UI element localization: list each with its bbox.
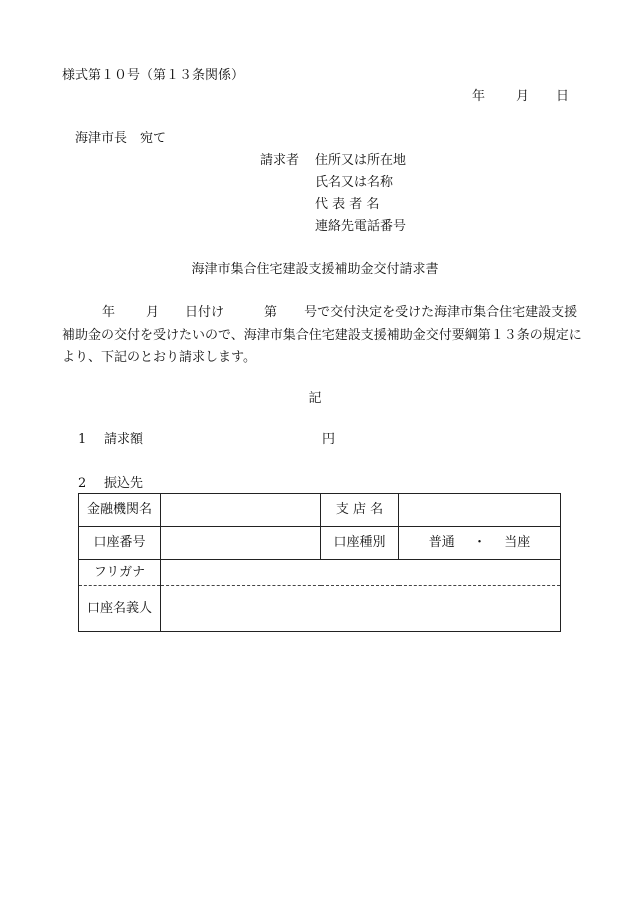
account-type-ordinary[interactable]: 普通 [428, 535, 455, 550]
form-number: 様式第１０号（第１３条関係） [62, 68, 245, 83]
branch-value[interactable] [399, 494, 561, 527]
account-type-current[interactable]: 当座 [504, 535, 531, 550]
body-dated: 日付け [185, 305, 225, 320]
account-type-label: 口座種別 [321, 527, 399, 560]
bank-row-furigana [79, 560, 561, 586]
date-year: 年 [472, 89, 486, 104]
account-holder-value[interactable] [161, 586, 561, 632]
branch-label: 支 店 名 [321, 494, 399, 527]
requester-label: 請求者 [260, 153, 300, 168]
amount-label: 請求額 [104, 432, 144, 447]
body-no-prefix: 第 [264, 305, 278, 320]
requester-fields [315, 153, 406, 241]
institution-value[interactable] [161, 494, 321, 527]
ki-heading: 記 [308, 391, 322, 406]
amount-unit: 円 [322, 432, 336, 447]
requester-representative-label: 代 表 者 名 [315, 197, 380, 212]
furigana-value[interactable] [161, 560, 561, 586]
account-type-separator: ・ [472, 535, 486, 550]
body-text: 号で交付決定を受けた海津市集合住宅建設支援補助金の交付を受けたいので、海津市集合住宅建設支援補助金交付要綱第１３条の規定により、下記のとおり請求します。 [62, 305, 582, 365]
requester-phone-label: 連絡先電話番号 [315, 219, 407, 234]
account-number-value[interactable] [161, 527, 321, 560]
date-line [472, 89, 569, 105]
amount-number: 1 [78, 432, 87, 447]
bank-table [78, 493, 561, 632]
body-year: 年 [102, 305, 116, 320]
account-type-options[interactable] [399, 527, 561, 560]
requester-name-label: 氏名又は名称 [315, 175, 394, 190]
addressee: 海津市長 宛て [75, 131, 167, 146]
date-month: 月 [516, 89, 530, 104]
document-title: 海津市集合住宅建設支援補助金交付請求書 [191, 262, 439, 277]
institution-label: 金融機関名 [79, 494, 161, 527]
requester-address-label: 住所又は所在地 [315, 153, 407, 168]
transfer-number: 2 [78, 476, 87, 491]
account-holder-label: 口座名義人 [79, 586, 161, 632]
body-paragraph [62, 302, 582, 370]
date-day: 日 [556, 89, 570, 104]
bank-row-account [79, 527, 561, 560]
account-number-label: 口座番号 [79, 527, 161, 560]
body-month: 月 [146, 305, 160, 320]
transfer-label: 振込先 [104, 476, 144, 491]
bank-row-institution [79, 494, 561, 527]
furigana-label: フリガナ [79, 560, 161, 586]
bank-row-holder [79, 586, 561, 632]
